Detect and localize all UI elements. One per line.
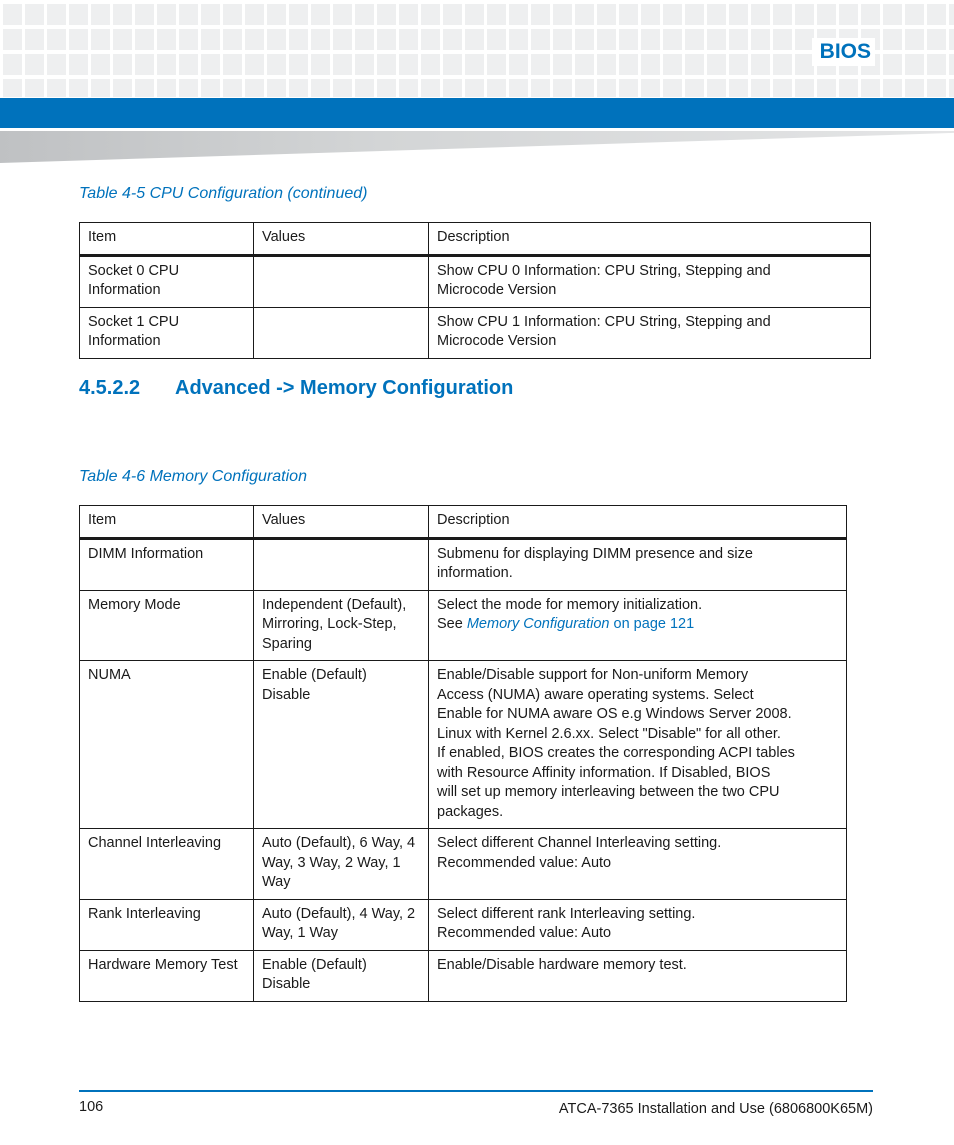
item-cell: Socket 1 CPU Information — [80, 307, 254, 358]
table-row — [80, 829, 847, 900]
header-wedge — [0, 131, 954, 163]
values-cell: Enable (Default) Disable — [254, 661, 429, 829]
page-number: 106 — [79, 1099, 104, 1115]
column-header: Item — [80, 506, 254, 539]
item-cell: DIMM Information — [80, 538, 254, 590]
column-header: Description — [429, 223, 871, 256]
footer-rule — [79, 1090, 873, 1092]
cross-reference-link[interactable] — [467, 616, 694, 632]
table-header-row — [80, 223, 871, 256]
link-suffix: on page 121 — [609, 616, 695, 632]
section-title: Advanced -> Memory Configuration — [175, 377, 514, 399]
item-cell: Rank Interleaving — [80, 899, 254, 950]
cpu-configuration-table — [79, 222, 871, 359]
item-cell: Socket 0 CPU Information — [80, 255, 254, 307]
item-cell: Channel Interleaving — [80, 829, 254, 900]
item-cell: NUMA — [80, 661, 254, 829]
values-cell: Independent (Default), Mirroring, Lock-Step, Sparing — [254, 590, 429, 661]
table-caption: Table 4-6 Memory Configuration — [79, 468, 307, 485]
table-row — [80, 538, 847, 590]
description-cell: Show CPU 0 Information: CPU String, Stepping and Microcode Version — [429, 255, 871, 307]
table-row — [80, 899, 847, 950]
description-cell: Enable/Disable hardware memory test. — [429, 950, 847, 1001]
column-header: Item — [80, 223, 254, 256]
description-cell: Select different Channel Interleaving setting. Recommended value: Auto — [429, 829, 847, 900]
document-title: ATCA-7365 Installation and Use (6806800K65M) — [558, 1101, 873, 1117]
see-prefix: See — [437, 616, 467, 632]
item-cell: Hardware Memory Test — [80, 950, 254, 1001]
link-text: Memory Configuration — [466, 616, 610, 632]
values-cell — [254, 307, 429, 358]
values-cell: Auto (Default), 4 Way, 2 Way, 1 Way — [254, 899, 429, 950]
item-cell: Memory Mode — [80, 590, 254, 661]
description-cell: Show CPU 1 Information: CPU String, Stepping and Microcode Version — [429, 307, 871, 358]
table-caption: Table 4-5 CPU Configuration (continued) — [79, 185, 368, 202]
section-heading — [79, 377, 513, 400]
memory-configuration-table — [79, 505, 847, 1002]
description-cell: Submenu for displaying DIMM presence and size information. — [429, 538, 847, 590]
table-row — [80, 950, 847, 1001]
chapter-title: BIOS — [812, 38, 875, 66]
header-band — [0, 98, 954, 128]
column-header: Values — [254, 506, 429, 539]
description-text: Select the mode for memory initialization. — [437, 596, 703, 613]
values-cell — [254, 538, 429, 590]
description-cell — [429, 590, 847, 661]
column-header: Values — [254, 223, 429, 256]
values-cell — [254, 255, 429, 307]
values-cell: Enable (Default) Disable — [254, 950, 429, 1001]
description-cell: Enable/Disable support for Non-uniform Memory Access (NUMA) aware operating systems. Select Enable for NUMA aware OS e.g Windows Server 2008. Linux with Kernel 2.6.xx. Select "Disable" for all other. If enabled, BIOS creates the corresponding ACPI tables with Resource Affinity information. If Disabled, BIOS will set up memory interleaving between the two CPU packages. — [429, 661, 847, 829]
table-row — [80, 590, 847, 661]
table-row — [80, 255, 871, 307]
column-header: Description — [429, 506, 847, 539]
section-number: 4.5.2.2 — [79, 377, 141, 399]
table-row — [80, 661, 847, 829]
table-row — [80, 307, 871, 358]
values-cell: Auto (Default), 6 Way, 4 Way, 3 Way, 2 Way, 1 Way — [254, 829, 429, 900]
table-header-row — [80, 506, 847, 539]
description-cell: Select different rank Interleaving setting. Recommended value: Auto — [429, 899, 847, 950]
